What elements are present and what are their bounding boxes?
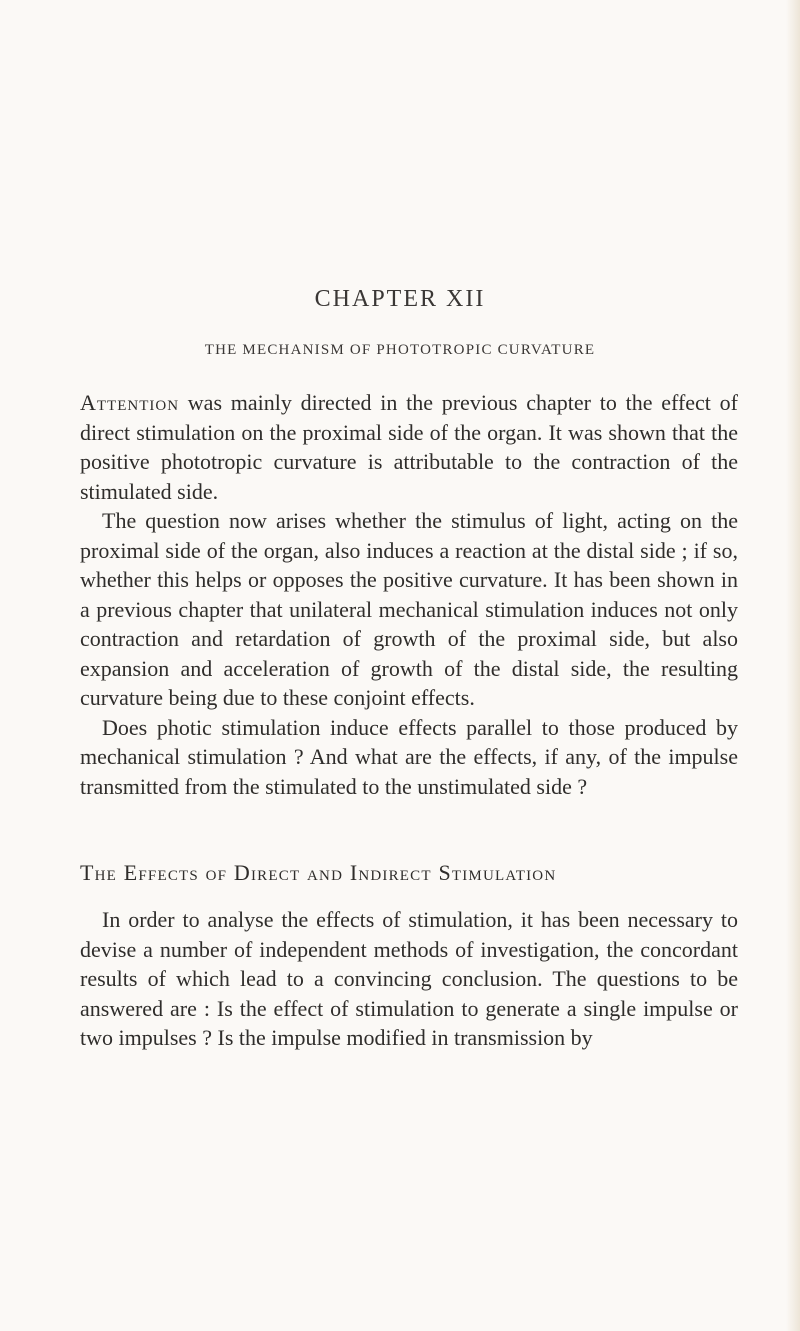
paragraph-2: The question now arises whether the stimulus of light, acting on the proximal side of the organ, also induces a reaction at the distal side ; if so, whether this helps or opposes the positive curvature. It has been shown in a previous chapter that unilateral mechanical stimulation induces not only contraction and retardation of growth of the proximal side, but also expansion and acceleration of growth of the distal side, the resulting curvature being due to these conjoint effects. (80, 508, 738, 710)
chapter-intro (80, 388, 738, 801)
paragraph-lead-word: Attention (80, 390, 180, 415)
section-paragraph-1: In order to analyse the effects of stimulation, it has been necessary to devise a number of independent methods of investigation, the concordant results of which lead to a convincing conclusion. The questions to be answered are : Is the effect of stimulation to generate a single impulse or two impulses ? Is the impulse modified in transmission by (80, 907, 738, 1050)
paragraph-1 (80, 388, 738, 506)
paragraph-1-text: was mainly directed in the previous chapter to the effect of direct stimulation on the proximal side of the organ. It was shown that the positive phototropic curvature is attributable to the contraction of the stimulated side. (80, 390, 738, 504)
page-edge-shadow (786, 0, 800, 1331)
chapter-number: CHAPTER XII (314, 286, 486, 312)
section-body (80, 905, 738, 1053)
chapter-title: THE MECHANISM OF PHOTOTROPIC CURVATURE (204, 342, 596, 358)
section-heading: The Effects of Direct and Indirect Stimulation (80, 860, 557, 885)
paragraph-3: Does photic stimulation induce effects parallel to those produced by mechanical stimulation ? And what are the effects, if any, of the impulse transmitted from the stimulated to the unstimulated side ? (80, 714, 738, 799)
